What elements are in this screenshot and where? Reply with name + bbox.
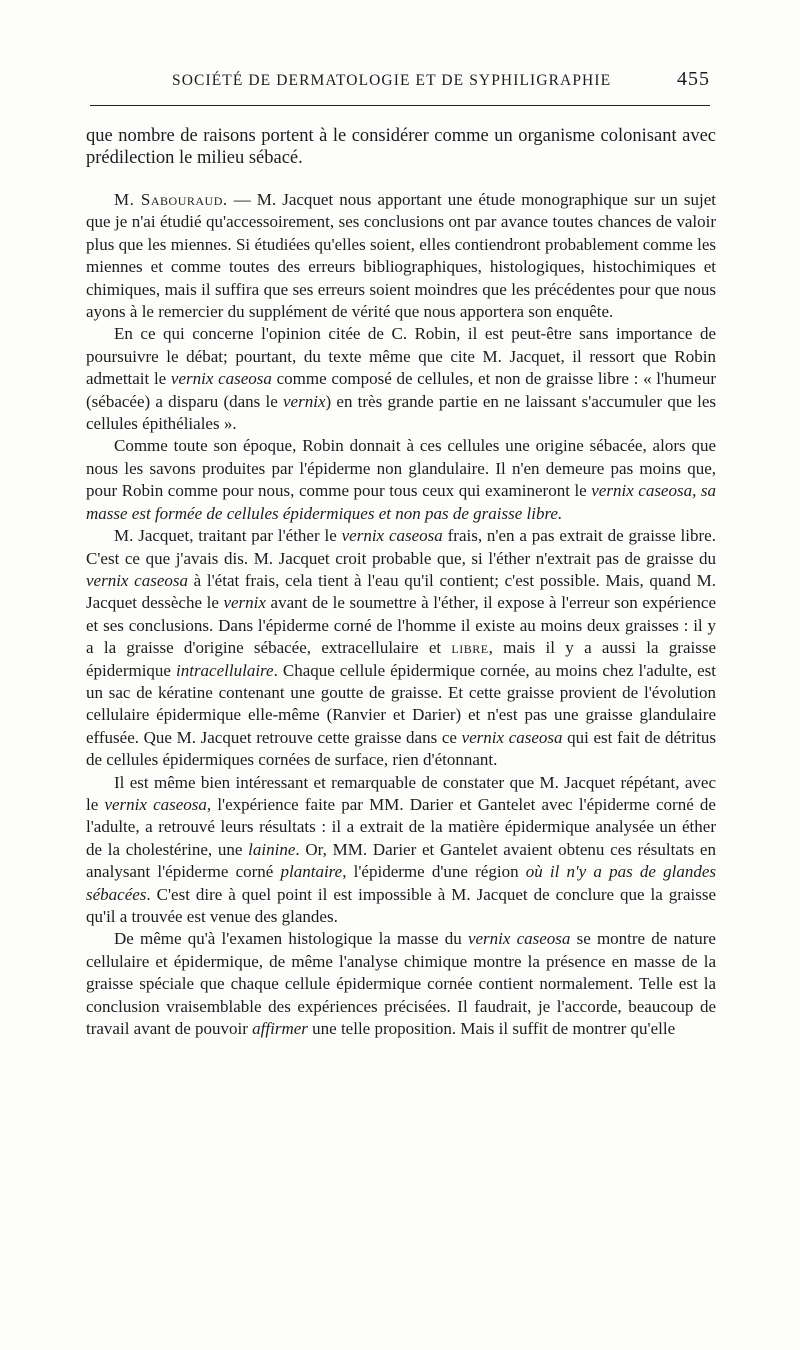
paragraph-darier-gantelet: Il est même bien intéressant et remarquable de constater que M. Jacquet répétant, avec le vernix caseosa, l'expérience faite par MM. Darier et Gantelet avec l'épiderme corné de l'adulte, a retrouvé leurs résultats : il a extrait de la matière épidermique analysée un éther de la cholestérine, une lainine. Or, MM. Darier et Gantelet avaient obtenu ces résultats en analysant l'épiderme corné plantaire, l'épiderme d'une région où il n'y a pas de glandes sébacées. C'est dire à quel point il est impossible à M. Jacquet de conclure que la graisse qu'il a trouvée est venue des glandes. <box>86 772 716 926</box>
paragraph-sabouraud: M. Sabouraud. — M. Jacquet nous apportant une étude monographique sur un sujet que je n'ai étudié qu'accessoirement, ses conclusions ont par avance toutes chances de valoir plus que les miennes. Si étudiées qu'elles soient, elles contiendront probablement comme les miennes et comme toutes des erreurs bibliographiques, histologiques, histochimiques et chimiques, mais il suffira que ses erreurs soient moindres que les précédentes pour que nous ayons à le remercier du supplément de vérité que nous apportera son enquête. <box>86 190 717 322</box>
paragraph-robin-epoch: Comme toute son époque, Robin donnait à ces cellules une origine sébacée, alors que nous les savons produites par l'épiderme non glandulaire. Il n'en demeure pas moins que, pour Robin comme pour nous, comme pour tous ceux qui examineront le vernix caseosa, sa masse est formée de cellules épidermiques et non pas de graisse libre. <box>86 436 716 523</box>
article-body <box>86 125 716 1040</box>
paragraph-conclusion: De même qu'à l'examen histologique la masse du vernix caseosa se montre de nature cellulaire et épidermique, de même l'analyse chimique montre la présence en masse de la graisse spéciale que chaque cellule épidermique cornée contient normalement. Telle est la conclusion vraisemblable des expériences précisées. Il faudrait, je l'accorde, beaucoup de travail avant de pouvoir affirmer une telle proposition. Mais il suffit de montrer qu'elle <box>86 929 716 1039</box>
paragraph-robin-opinion: En ce qui concerne l'opinion citée de C. Robin, il est peut-être sans importance de poursuivre le débat; pourtant, du texte même que cite M. Jacquet, il ressort que Robin admettait le vernix caseosa comme composé de cellules, et non de graisse libre : « l'humeur (sébacée) a disparu (dans le vernix) en très grande partie en ne laissant s'accumuler que les cellules épithéliales ». <box>86 324 716 434</box>
paragraph-ether-experiment: M. Jacquet, traitant par l'éther le vernix caseosa frais, n'en a pas extrait de graisse libre. C'est ce que j'avais dis. M. Jacquet croit probable que, si l'éther n'extrait pas de graisse du vernix caseosa à l'état frais, cela tient à l'eau qu'il contient; c'est possible. Mais, quand M. Jacquet dessèche le vernix avant de le soumettre à l'éther, il expose à l'erreur son expérience et ses conclusions. Dans l'épiderme corné de l'homme il existe au moins deux graisses : il y a la graisse d'origine sébacée, extracellulaire et libre, mais il y a aussi la graisse épidermique intracellulaire. Chaque cellule épidermique cornée, au moins chez l'adulte, est un sac de kératine contenant une goutte de graisse. Et cette graisse provient de l'évolution cellulaire épidermique elle-même (Ranvier et Darier) et n'est pas une graisse glandulaire effusée. Que M. Jacquet retrouve cette graisse dans ce vernix caseosa qui est fait de détritus de cellules épidermiques cornées de surface, rien d'étonnant. <box>86 526 717 770</box>
running-header <box>86 62 714 96</box>
journal-title: SOCIÉTÉ DE DERMATOLOGIE ET DE SYPHILIGRAPHIE <box>172 72 612 89</box>
speaker-name: M. Sabouraud. <box>114 190 228 209</box>
header-rule <box>90 105 710 106</box>
page-number: 455 <box>677 68 710 90</box>
paragraph-continued: que nombre de raisons portent à le considérer comme un organisme colonisant avec prédilection le milieu sébacé. <box>86 126 716 168</box>
